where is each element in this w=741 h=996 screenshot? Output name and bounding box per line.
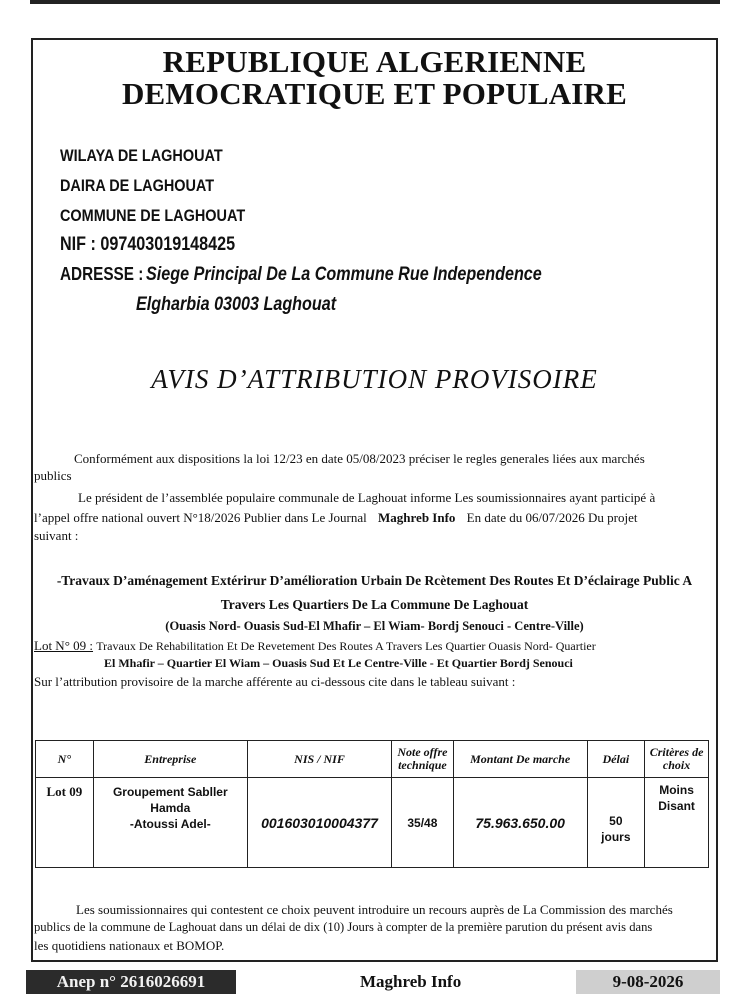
publication-date-badge: 9-08-2026 (576, 970, 720, 994)
lot-line-2: El Mhafir – Quartier El Wiam – Ouasis Sud Et Le Centre-Ville - Et Quartier Bordj Senouci (104, 656, 573, 670)
header-number: N° (36, 741, 94, 778)
header-criteres: Critères de choix (645, 741, 709, 778)
cell-montant: 75.963.650.00 (453, 778, 587, 868)
criteres-line-2: Disant (658, 799, 695, 813)
lot-line-1 (34, 636, 596, 656)
table-header-row (36, 741, 709, 778)
header-note: Note offre technique (392, 741, 454, 778)
paragraph-2-line-2 (34, 508, 637, 527)
closing-line-1: Les soumissionnaires qui contestent ce choix peuvent introduire un recours auprès de La Commission des marchés (76, 902, 673, 917)
nif-label: NIF : 097403019148425 (60, 234, 236, 255)
title-line-2: DEMOCRATIQUE ET POPULAIRE (121, 76, 628, 111)
entreprise-line-3: -Atoussi Adel- (129, 817, 211, 831)
publication-source: Maghreb Info (360, 972, 462, 991)
paragraph-1-line-1: Conformément aux dispositions la loi 12/23 en date 05/08/2023 préciser le regles generales liées aux marchés (74, 451, 645, 466)
notice-title: AVIS D’ATTRIBUTION PROVISOIRE (151, 364, 598, 394)
criteres-line-1: Moins (659, 783, 694, 797)
closing-line-2: publics de la commune de Laghouat dans un délai de dix (10) Jours à compter de la première parution du présent avis dans (34, 920, 653, 934)
entreprise-line-1: Groupement Sabller (112, 785, 228, 799)
attribution-table (35, 740, 709, 868)
paragraph-2-line-3: suivant : (34, 528, 79, 543)
table-row (36, 778, 709, 868)
cell-nif: 001603010004377 (247, 778, 391, 868)
top-border-line (30, 0, 720, 4)
daira-label: DAIRA DE LAGHOUAT (60, 176, 215, 195)
delai-unit: jours (601, 830, 631, 844)
delai-value: 50 (609, 814, 623, 828)
cell-criteres (645, 778, 709, 868)
paragraph-2-line-1: Le président de l’assemblée populaire communale de Laghouat informe Les soumissionnaires ayant participé à (78, 490, 656, 505)
cell-lot: Lot 09 (36, 778, 94, 868)
header-entreprise: Entreprise (93, 741, 247, 778)
publication-text: l’appel offre national ouvert N°18/2026 Publier dans Le Journal (34, 510, 367, 525)
header-nis-nif: NIS / NIF (247, 741, 391, 778)
address-line-1: Siege Principal De La Commune Rue Independence (146, 264, 542, 285)
lot-description: Travaux De Rehabilitation Et De Revetement Des Routes A Travers Les Quartier Ouasis Nord- Quartier (96, 639, 596, 653)
lot-label: Lot N° 09 : (34, 638, 94, 653)
project-title-line-1: -Travaux D’aménagement Extérirur D’amélioration Urbain De Rcètement Des Routes Et D’éclairage Public A (56, 573, 693, 588)
commune-label: COMMUNE DE LAGHOUAT (60, 206, 246, 225)
paragraph-1-line-2: publics (34, 468, 72, 483)
anep-number-badge: Anep n° 2616026691 (26, 970, 236, 994)
project-title-line-2: Travers Les Quartiers De La Commune De Laghouat (220, 597, 529, 612)
wilaya-label: WILAYA DE LAGHOUAT (60, 146, 223, 165)
closing-line-3: les quotidiens nationaux et BOMOP. (34, 938, 225, 953)
cell-entreprise (93, 778, 247, 868)
entreprise-line-2: Hamda (150, 801, 191, 815)
address-line-2: Elgharbia 03003 Laghouat (136, 294, 337, 315)
header-delai: Délai (587, 741, 645, 778)
header-montant: Montant De marche (453, 741, 587, 778)
journal-name: Maghreb Info (378, 510, 456, 525)
table-intro: Sur l’attribution provisoire de la marche afférente au ci-dessous cite dans le tableau suivant : (34, 674, 516, 689)
title-line-1: REPUBLIQUE ALGERIENNE (162, 44, 587, 79)
project-areas: (Ouasis Nord- Ouasis Sud-El Mhafir – El Wiam- Bordj Senouci - Centre-Ville) (165, 619, 584, 633)
cell-note: 35/48 (392, 778, 454, 868)
cell-delai (587, 778, 645, 868)
publication-date-text: En date du 06/07/2026 Du projet (466, 510, 638, 525)
address-label: ADRESSE : (60, 264, 144, 284)
